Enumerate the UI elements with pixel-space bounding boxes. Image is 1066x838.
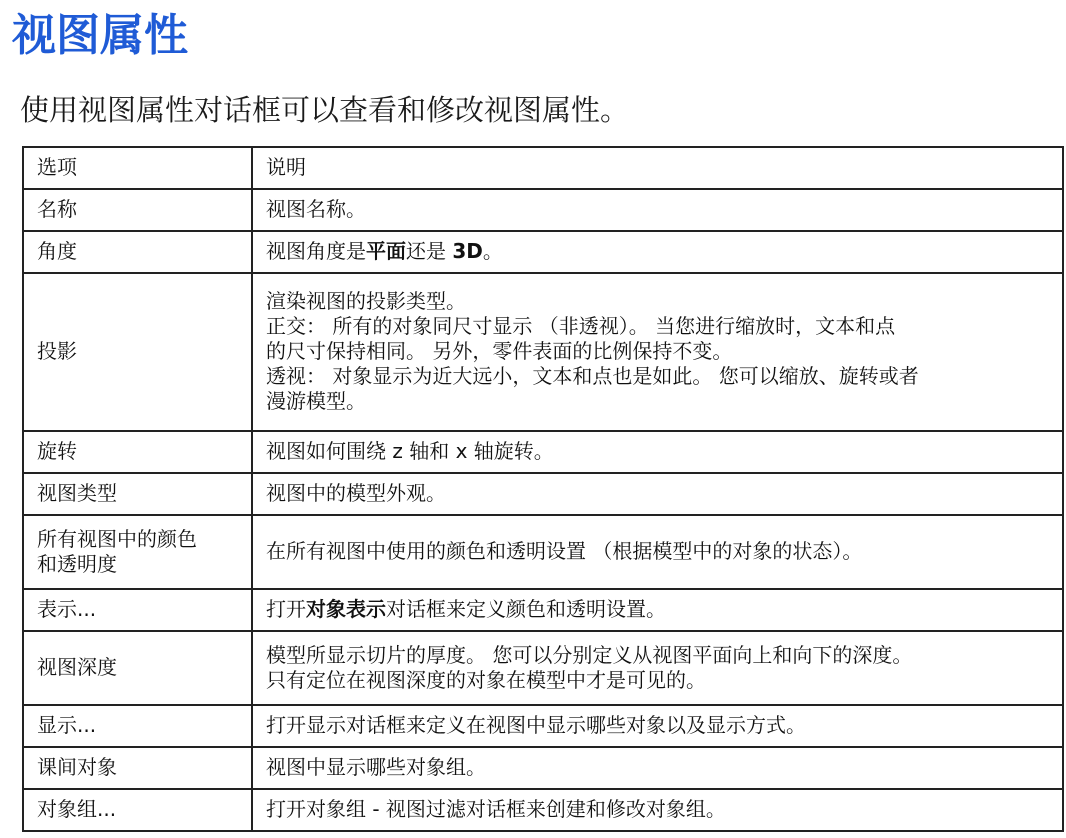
desc-line: 透视： 对象显示为近大远小，文本和点也是如此。 您可以缩放、旋转或者 xyxy=(266,364,919,388)
header-description: 说明 xyxy=(252,147,1063,189)
option-line: 所有视图中的颜色 xyxy=(37,526,197,551)
option-view-depth: 视图深度 xyxy=(23,631,252,705)
table-row xyxy=(23,189,1063,231)
description-rotation: 视图如何围绕 z 轴和 x 轴旋转。 xyxy=(252,431,1063,473)
option-view-type: 视图类型 xyxy=(23,473,252,515)
description-view-type: 视图中的模型外观。 xyxy=(252,473,1063,515)
desc-bold-3d: 3D xyxy=(452,239,483,263)
table-row xyxy=(23,705,1063,747)
option-rotation: 旋转 xyxy=(23,431,252,473)
table-row xyxy=(23,631,1063,705)
option-name: 名称 xyxy=(23,189,252,231)
desc-bold-plane: 平面 xyxy=(366,239,406,263)
description-visible-objects: 视图中显示哪些对象组。 xyxy=(252,747,1063,789)
table-row xyxy=(23,273,1063,431)
description-display: 打开显示对话框来定义在视图中显示哪些对象以及显示方式。 xyxy=(252,705,1063,747)
table-row xyxy=(23,515,1063,589)
properties-table xyxy=(22,146,1064,832)
table-row xyxy=(23,789,1063,831)
table-header-row xyxy=(23,147,1063,189)
desc-line: 渲染视图的投影类型。 xyxy=(266,289,466,313)
description-colors-transparency: 在所有视图中使用的颜色和透明设置 （根据模型中的对象的状态）。 xyxy=(252,515,1063,589)
option-representation: 表示... xyxy=(23,589,252,631)
table-row xyxy=(23,231,1063,273)
option-line: 和透明度 xyxy=(37,551,117,576)
desc-line: 只有定位在视图深度的对象在模型中才是可见的。 xyxy=(266,667,706,692)
description-name: 视图名称。 xyxy=(252,189,1063,231)
desc-line: 模型所显示切片的厚度。 您可以分别定义从视图平面向上和向下的深度。 xyxy=(266,642,913,667)
option-angle: 角度 xyxy=(23,231,252,273)
desc-text: 打开 xyxy=(266,597,306,621)
description-angle xyxy=(252,231,1063,273)
description-view-depth xyxy=(252,631,1063,705)
desc-line: 正交： 所有的对象同尺寸显示 （非透视）。 当您进行缩放时，文本和点 xyxy=(266,314,896,338)
intro-text: 使用视图属性对话框可以查看和修改视图属性。 xyxy=(20,93,630,127)
table-row xyxy=(23,589,1063,631)
page-title: 视图属性 xyxy=(12,10,188,61)
option-object-groups: 对象组... xyxy=(23,789,252,831)
option-visible-objects: 课间对象 xyxy=(23,747,252,789)
desc-line: 的尺寸保持相同。 另外，零件表面的比例保持不变。 xyxy=(266,339,733,363)
table-row xyxy=(23,473,1063,515)
description-representation xyxy=(252,589,1063,631)
description-object-groups: 打开对象组 - 视图过滤对话框来创建和修改对象组。 xyxy=(252,789,1063,831)
desc-text: 。 xyxy=(482,239,503,263)
option-projection: 投影 xyxy=(23,273,252,431)
table-row xyxy=(23,747,1063,789)
desc-line: 漫游模型。 xyxy=(266,389,366,413)
header-option: 选项 xyxy=(23,147,252,189)
description-projection xyxy=(252,273,1063,431)
desc-text: 视图角度是 xyxy=(266,239,366,263)
desc-text: 还是 xyxy=(406,239,453,263)
table-row xyxy=(23,431,1063,473)
option-colors-transparency xyxy=(23,515,252,589)
desc-bold-object-representation: 对象表示 xyxy=(306,597,386,621)
option-display: 显示... xyxy=(23,705,252,747)
desc-text: 对话框来定义颜色和透明设置。 xyxy=(386,597,666,621)
